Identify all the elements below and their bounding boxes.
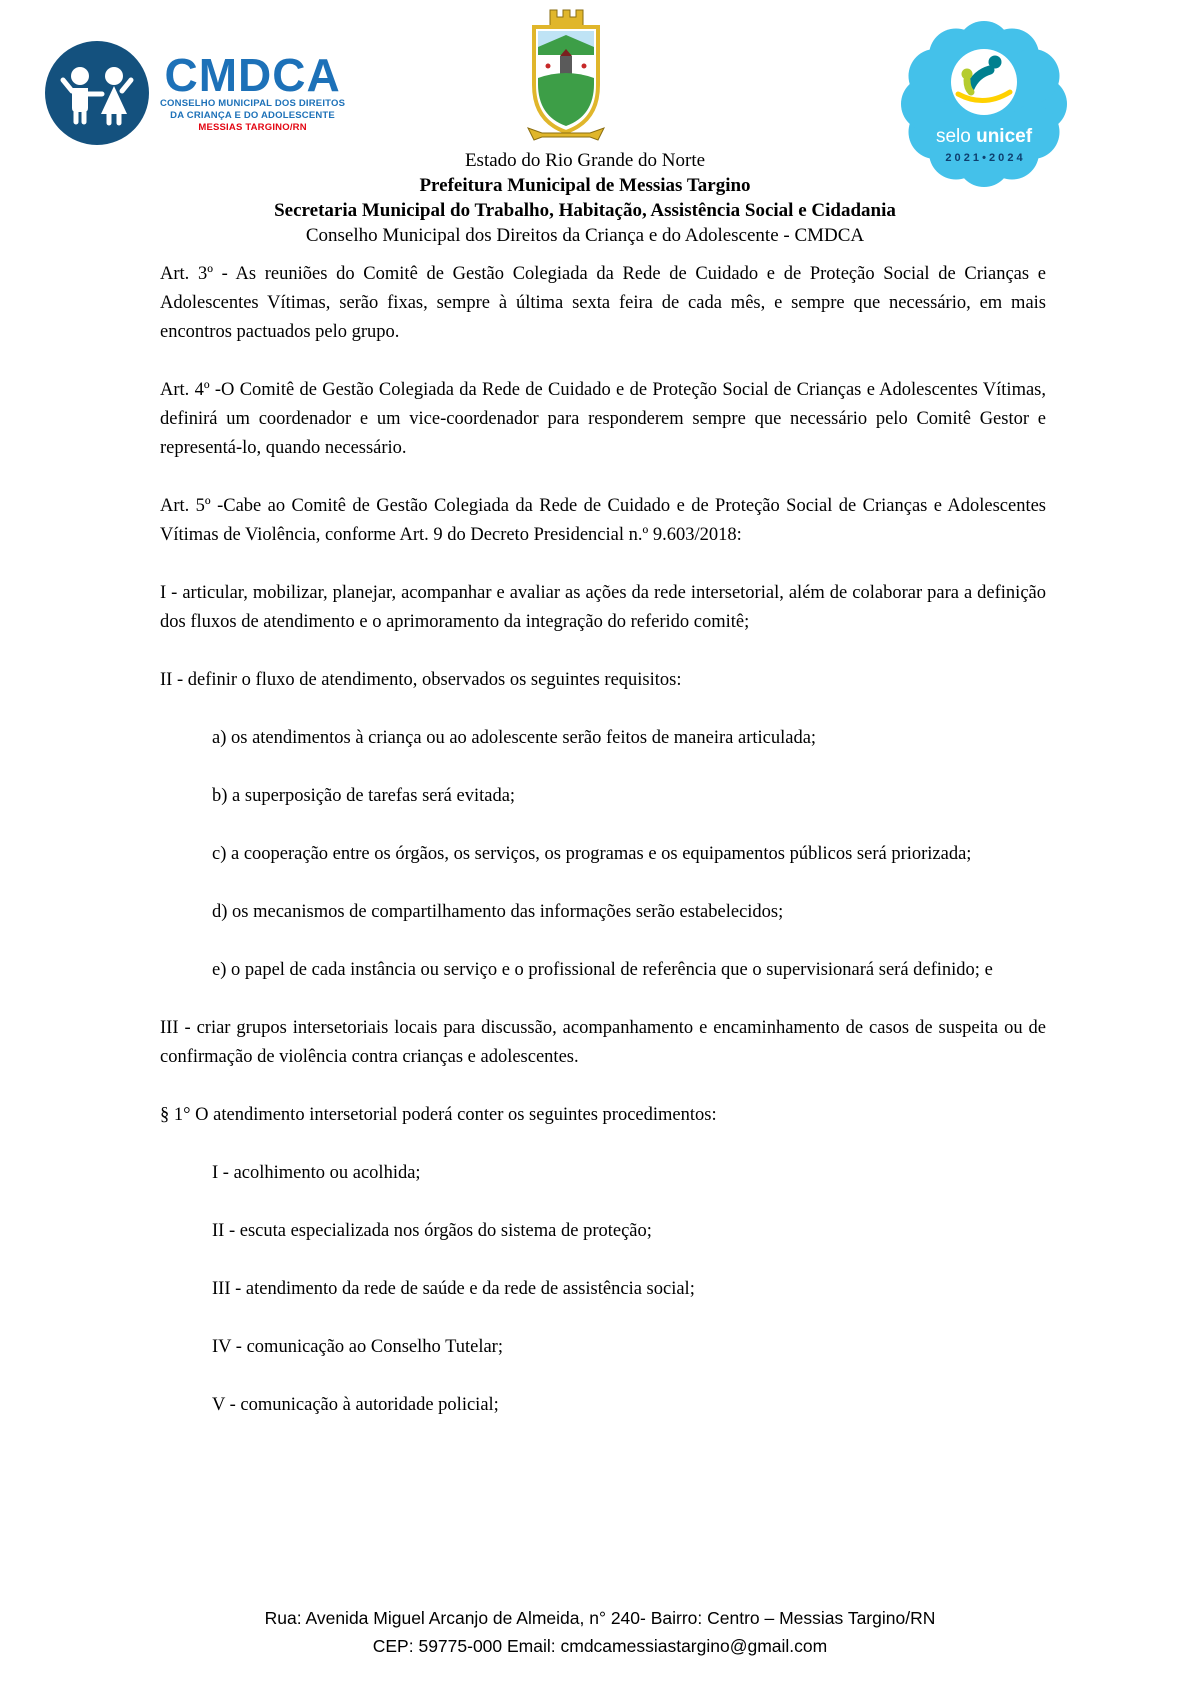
- cmdca-logo-subtitle-2: DA CRIANÇA E DO ADOLESCENTE: [170, 110, 335, 121]
- procedure-III: III - atendimento da rede de saúde e da rede de assistência social;: [212, 1279, 695, 1299]
- cmdca-logo: [44, 40, 345, 146]
- item-II: II - definir o fluxo de atendimento, observados os seguintes requisitos:: [160, 670, 682, 690]
- cmdca-logo-subtitle-1: CONSELHO MUNICIPAL DOS DIREITOS: [160, 98, 346, 109]
- paragraph-art-5: Art. 5º -Cabe ao Comitê de Gestão Colegiada da Rede de Cuidado e de Proteção Social de Crianças e Adolescentes Vítimas de Violência, conforme Art. 9 do Decreto Presidencial n.º 9.603/2018:: [160, 496, 1046, 545]
- footer-address-line: Rua: Avenida Miguel Arcanjo de Almeida, n° 240- Bairro: Centro – Messias Targino/RN: [264, 1608, 936, 1628]
- document-header: [0, 148, 1170, 248]
- procedure-V: V - comunicação à autoridade policial;: [212, 1395, 499, 1415]
- subitem-d: d) os mecanismos de compartilhamento das informações serão estabelecidos;: [212, 902, 784, 922]
- coat-of-arms: [520, 6, 612, 161]
- coat-of-arms-icon: [520, 6, 612, 156]
- paragraph-section-1: § 1° O atendimento intersetorial poderá conter os seguintes procedimentos:: [160, 1105, 717, 1125]
- paragraph-art-3: Art. 3º - As reuniões do Comitê de Gestão Colegiada da Rede de Cuidado e de Proteção Social de Crianças e Adolescentes Vítimas, serão fixas, sempre à última sexta feira de cada mês, e sempre que necessário, em mais encontros pactuados pelo grupo.: [160, 264, 1046, 342]
- document-footer: [0, 1604, 1200, 1660]
- header-secretaria-line: Secretaria Municipal do Trabalho, Habitação, Assistência Social e Cidadania: [274, 200, 896, 221]
- cmdca-children-icon: [44, 40, 150, 146]
- subitem-c: c) a cooperação entre os órgãos, os serviços, os programas e os equipamentos públicos será priorizada;: [212, 844, 972, 864]
- cmdca-logo-subtitle-3: MESSIAS TARGINO/RN: [198, 122, 307, 133]
- subitem-b: b) a superposição de tarefas será evitada;: [212, 786, 516, 806]
- unicef-seal-years: 2 0 2 1 • 2 0 2 4: [945, 152, 1023, 164]
- footer-cep-email-line: CEP: 59775-000 Email: cmdcamessiastargino@gmail.com: [372, 1636, 828, 1656]
- header-prefeitura-line: Prefeitura Municipal de Messias Targino: [419, 175, 751, 196]
- document-body: [160, 260, 1046, 1420]
- procedure-I: I - acolhimento ou acolhida;: [212, 1163, 421, 1183]
- procedure-IV: IV - comunicação ao Conselho Tutelar;: [212, 1337, 503, 1357]
- paragraph-art-4: Art. 4º -O Comitê de Gestão Colegiada da Rede de Cuidado e de Proteção Social de Crianças e Adolescentes Vítimas, definirá um coordenador e um vice-coordenador para responderem sempre que necessário pelo Comitê Gestor e representá-lo, quando necessário.: [160, 380, 1046, 458]
- header-conselho-line: Conselho Municipal dos Direitos da Criança e do Adolescente - CMDCA: [305, 225, 865, 246]
- subitem-a: a) os atendimentos à criança ou ao adolescente serão feitos de maneira articulada;: [212, 728, 817, 748]
- header-state-line: Estado do Rio Grande do Norte: [464, 150, 706, 171]
- item-I: I - articular, mobilizar, planejar, acompanhar e avaliar as ações da rede intersetorial, além de colaborar para a definição dos fluxos de atendimento e o aprimoramento da integração do referido comitê;: [160, 583, 1046, 632]
- cmdca-logo-title: CMDCA: [164, 49, 341, 101]
- cmdca-logo-text: [160, 49, 346, 134]
- subitem-e: e) o papel de cada instância ou serviço e o profissional de referência que o supervisionará será definido; e: [212, 960, 993, 980]
- unicef-seal-wordmark: selo unicef: [935, 126, 1033, 147]
- procedure-II: II - escuta especializada nos órgãos do sistema de proteção;: [212, 1221, 652, 1241]
- item-III: III - criar grupos intersetoriais locais para discussão, acompanhamento e encaminhamento de casos de suspeita ou de confirmação de violência contra crianças e adolescentes.: [160, 1018, 1046, 1067]
